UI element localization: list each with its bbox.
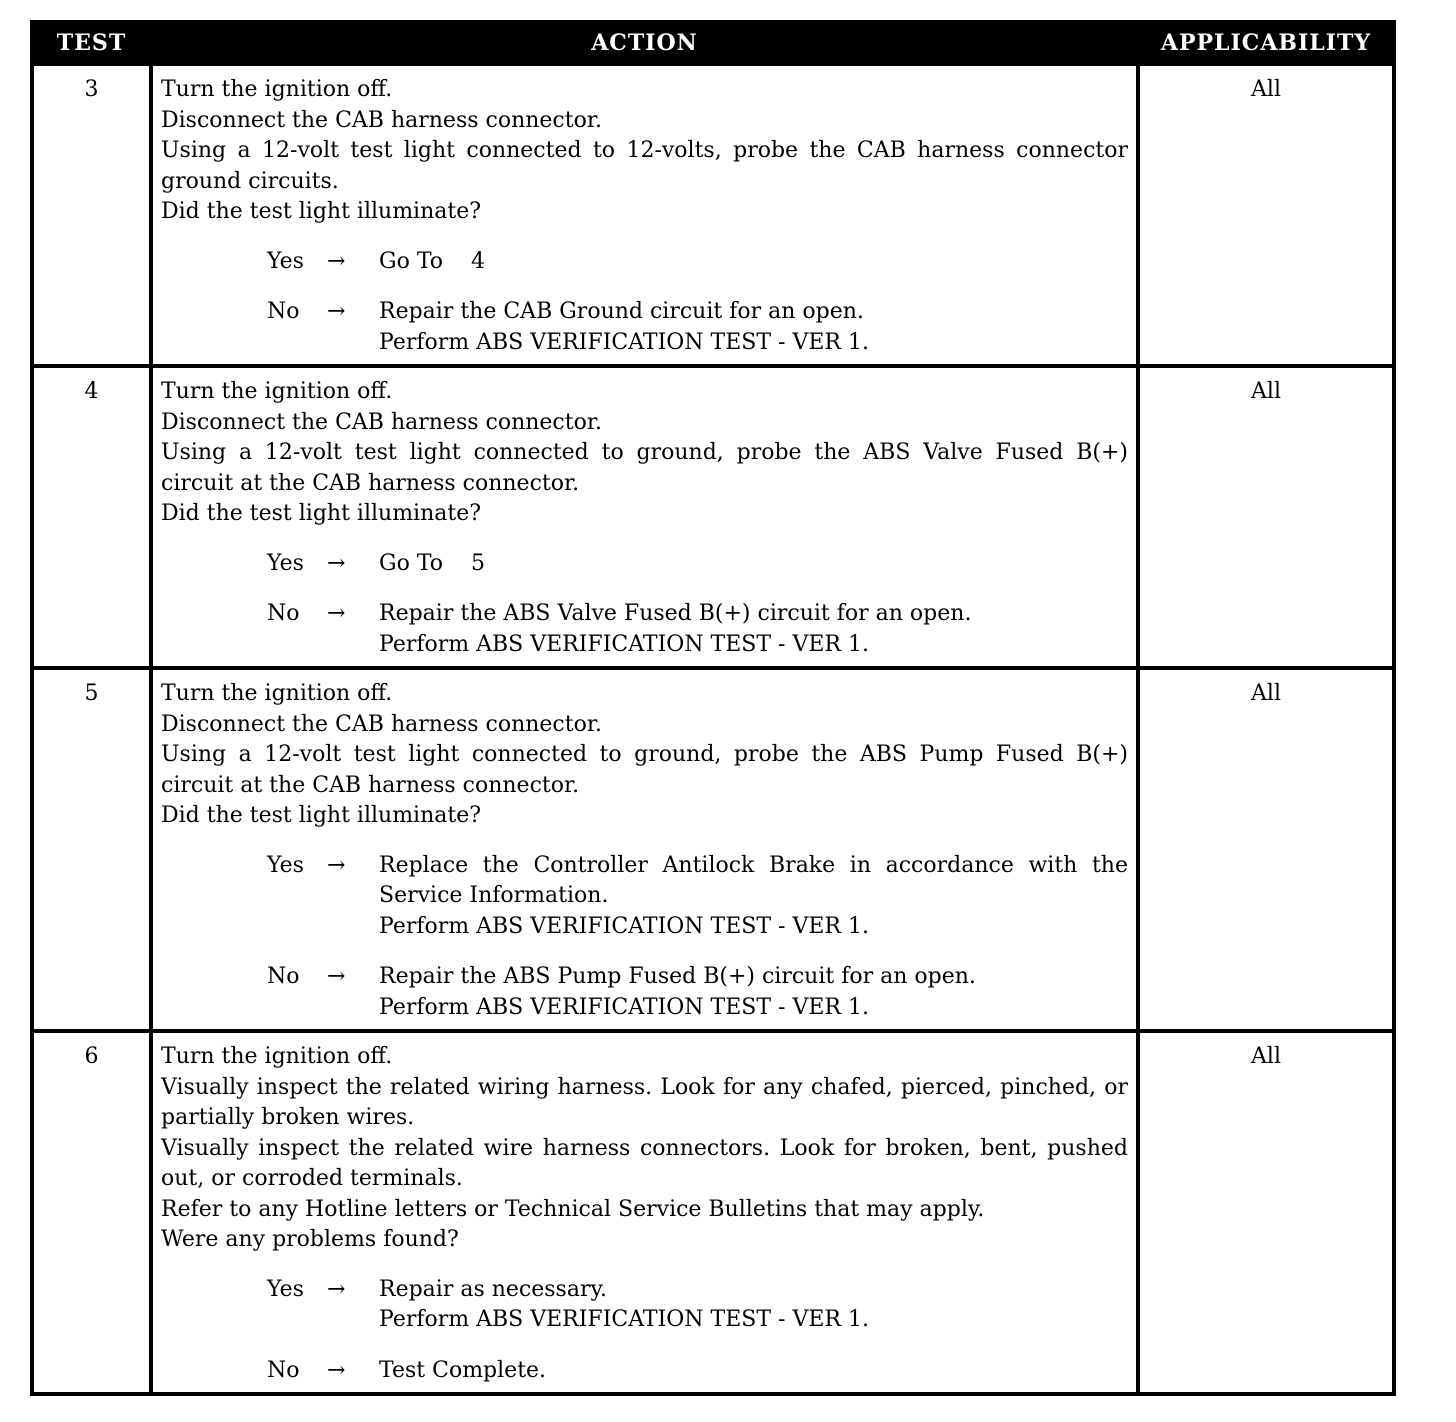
result-line: Perform ABS VERIFICATION TEST - VER 1. <box>379 994 869 1020</box>
result-text <box>379 247 1128 278</box>
header-test: TEST <box>32 22 151 64</box>
right-arrow-icon: → <box>327 299 346 324</box>
result-line: Perform ABS VERIFICATION TEST - VER 1. <box>379 631 869 657</box>
action-step: Using a 12-volt test light connected to ground, probe the ABS Valve Fused B(+) circuit at the CAB harness connector. <box>161 440 1128 496</box>
right-arrow-icon: → <box>327 964 346 989</box>
right-arrow-icon: → <box>327 1357 346 1383</box>
result-yes <box>161 247 1128 278</box>
result-label: No <box>267 1357 300 1383</box>
action-step: Disconnect the CAB harness connector. <box>161 409 602 435</box>
action-step: Visually inspect the related wire harness connectors. Look for broken, bent, pushed out, or corroded terminals. <box>161 1135 1128 1191</box>
right-arrow-icon: → <box>327 1276 346 1302</box>
action-step: Disconnect the CAB harness connector. <box>161 107 602 133</box>
result-line: Test Complete. <box>379 1357 547 1383</box>
action-step: Turn the ignition off. <box>161 681 393 706</box>
result-yes <box>161 1275 1128 1336</box>
action-step: Were any problems found? <box>161 1227 459 1252</box>
result-no <box>161 599 1128 660</box>
result-no <box>161 962 1128 1023</box>
action-step: Visually inspect the related wiring harness. Look for any chafed, pierced, pinched, or partially broken wires. <box>161 1074 1128 1130</box>
result-label: Yes <box>267 550 304 576</box>
result-text <box>379 599 1128 660</box>
applicability-value: All <box>1138 1031 1394 1394</box>
table-row <box>32 668 1394 1031</box>
result-label: No <box>267 299 300 324</box>
action-step: Did the test light illuminate? <box>161 803 482 828</box>
table-header-row <box>32 22 1394 64</box>
header-action: ACTION <box>151 22 1138 64</box>
result-label: No <box>267 964 300 989</box>
action-step: Turn the ignition off. <box>161 379 393 404</box>
test-number: 4 <box>32 366 151 668</box>
test-number: 6 <box>32 1031 151 1394</box>
table-row <box>32 1031 1394 1394</box>
result-text <box>379 851 1128 943</box>
result-text <box>379 1275 1128 1336</box>
applicability-value: All <box>1138 668 1394 1031</box>
action-cell <box>151 366 1138 668</box>
result-text <box>379 962 1128 1023</box>
action-cell <box>151 668 1138 1031</box>
action-step: Using a 12-volt test light connected to 12-volts, probe the CAB harness connector ground circuits. <box>161 138 1128 194</box>
result-label: Yes <box>267 1276 304 1302</box>
test-number: 5 <box>32 668 151 1031</box>
result-line: Perform ABS VERIFICATION TEST - VER 1. <box>379 1307 869 1332</box>
header-applicability: APPLICABILITY <box>1138 22 1394 64</box>
action-step: Using a 12-volt test light connected to ground, probe the ABS Pump Fused B(+) circuit at the CAB harness connector. <box>161 742 1128 798</box>
right-arrow-icon: → <box>327 550 346 576</box>
result-line: Perform ABS VERIFICATION TEST - VER 1. <box>379 329 869 355</box>
test-number: 3 <box>32 64 151 366</box>
result-label: No <box>267 601 300 626</box>
result-line: Perform ABS VERIFICATION TEST - VER 1. <box>379 913 869 939</box>
result-no <box>161 297 1128 358</box>
table-row <box>32 366 1394 668</box>
action-cell <box>151 64 1138 366</box>
right-arrow-icon: → <box>327 248 346 274</box>
diagnostic-test-table <box>30 20 1396 1396</box>
result-yes <box>161 549 1128 580</box>
action-step: Refer to any Hotline letters or Technical Service Bulletins that may apply. <box>161 1196 985 1222</box>
result-line: Repair as necessary. <box>379 1276 607 1302</box>
action-step: Turn the ignition off. <box>161 1044 393 1069</box>
result-text <box>379 297 1128 358</box>
result-line: Repair the ABS Pump Fused B(+) circuit for an open. <box>379 964 976 989</box>
result-line: Repair the CAB Ground circuit for an open. <box>379 299 864 324</box>
result-text <box>379 549 1128 580</box>
result-no <box>161 1356 1128 1387</box>
right-arrow-icon: → <box>327 852 346 878</box>
table-body <box>32 64 1394 1394</box>
action-step: Turn the ignition off. <box>161 77 393 102</box>
action-step: Did the test light illuminate? <box>161 199 482 224</box>
applicability-value: All <box>1138 64 1394 366</box>
action-step: Did the test light illuminate? <box>161 501 482 526</box>
result-line: Go To 4 <box>379 248 485 274</box>
result-line: Go To 5 <box>379 550 485 576</box>
action-cell <box>151 1031 1138 1394</box>
result-line: Repair the ABS Valve Fused B(+) circuit for an open. <box>379 601 972 626</box>
action-step: Disconnect the CAB harness connector. <box>161 711 602 737</box>
result-label: Yes <box>267 852 304 878</box>
result-label: Yes <box>267 248 304 274</box>
result-text <box>379 1356 1128 1387</box>
result-line: Replace the Controller Antilock Brake in accordance with the Service Information. <box>379 852 1128 908</box>
result-yes <box>161 851 1128 943</box>
right-arrow-icon: → <box>327 601 346 626</box>
table-row <box>32 64 1394 366</box>
applicability-value: All <box>1138 366 1394 668</box>
